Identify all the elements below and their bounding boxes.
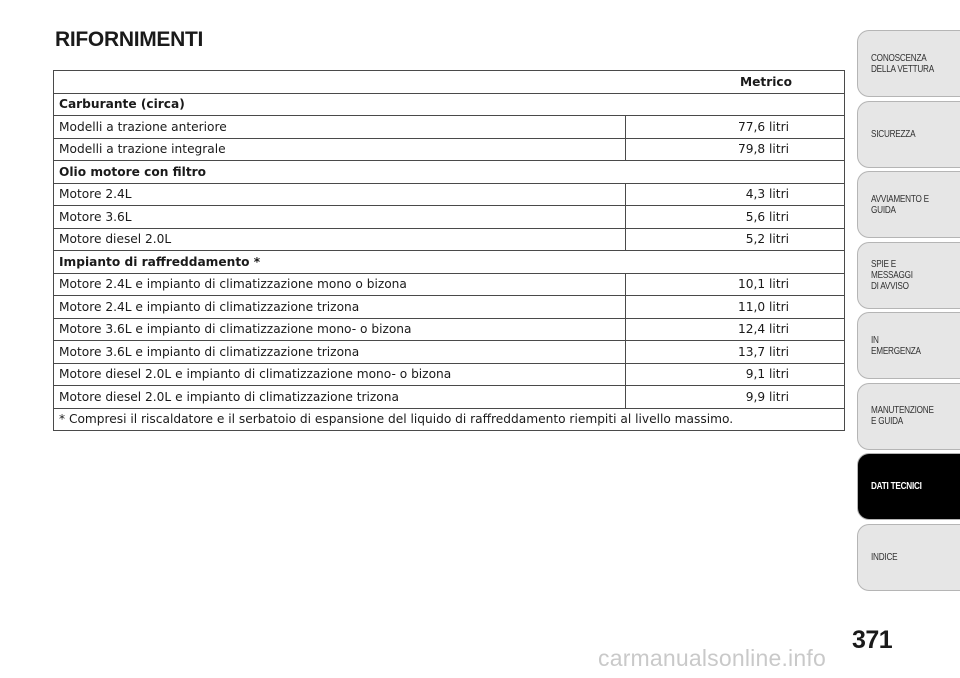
row-value: 5,2 litri — [626, 228, 845, 251]
row-label: Motore 2.4L e impianto di climatizzazione trizona — [54, 296, 626, 319]
row-value: 77,6 litri — [626, 116, 845, 139]
row-label: Motore 2.4L — [54, 183, 626, 206]
table-row — [54, 273, 845, 296]
footnote: * Compresi il riscaldatore e il serbatoio di espansione del liquido di raffreddamento riempiti al livello massimo. — [54, 408, 845, 431]
watermark: carmanualsonline.info — [598, 645, 826, 671]
table-row — [54, 318, 845, 341]
tab-in-emergenza[interactable] — [857, 312, 960, 379]
refill-capacities-table — [53, 70, 845, 431]
row-value: 9,9 litri — [626, 386, 845, 409]
tab-spie-e-messaggi[interactable] — [857, 242, 960, 309]
tab-sicurezza[interactable] — [857, 101, 960, 168]
row-value: 13,7 litri — [626, 341, 845, 364]
row-value: 79,8 litri — [626, 138, 845, 161]
table-row — [54, 183, 845, 206]
table-header-row — [54, 71, 845, 94]
table-row — [54, 341, 845, 364]
row-label: Motore diesel 2.0L — [54, 228, 626, 251]
table-row — [54, 138, 845, 161]
table-row — [54, 363, 845, 386]
table-row — [54, 116, 845, 139]
page-number: 371 — [852, 626, 893, 654]
table-row — [54, 206, 845, 229]
row-value: 12,4 litri — [626, 318, 845, 341]
section-title: Carburante (circa) — [54, 93, 845, 116]
row-label: Motore diesel 2.0L e impianto di climatizzazione mono- o bizona — [54, 363, 626, 386]
table-row — [54, 228, 845, 251]
chapter-tabs — [857, 30, 960, 594]
tab-avviamento-e-guida[interactable] — [857, 171, 960, 238]
row-value: 10,1 litri — [626, 273, 845, 296]
row-value: 9,1 litri — [626, 363, 845, 386]
section-row-cooling — [54, 251, 845, 274]
section-title: Impianto di raffreddamento * — [54, 251, 845, 274]
section-row-fuel — [54, 93, 845, 116]
table-row — [54, 386, 845, 409]
tab-label: INDICE — [871, 550, 898, 563]
section-row-engine-oil — [54, 161, 845, 184]
row-value: 5,6 litri — [626, 206, 845, 229]
tab-label: IN EMERGENZA — [871, 333, 921, 357]
row-label: Motore 3.6L e impianto di climatizzazione mono- o bizona — [54, 318, 626, 341]
tab-label: MANUTENZIONE E GUIDA — [871, 404, 934, 427]
tab-label: DATI TECNICI — [871, 480, 922, 492]
tab-manutenzione[interactable] — [857, 383, 960, 450]
row-label: Modelli a trazione integrale — [54, 138, 626, 161]
tab-label: AVVIAMENTO E GUIDA — [871, 192, 929, 216]
row-value: 4,3 litri — [626, 183, 845, 206]
row-label: Motore 2.4L e impianto di climatizzazione mono o bizona — [54, 273, 626, 296]
row-value: 11,0 litri — [626, 296, 845, 319]
section-title: Olio motore con filtro — [54, 161, 845, 184]
table-row — [54, 296, 845, 319]
tab-label: SICUREZZA — [871, 127, 916, 140]
row-label: Motore 3.6L — [54, 206, 626, 229]
tab-conoscenza-della-vettura[interactable] — [857, 30, 960, 97]
row-label: Modelli a trazione anteriore — [54, 116, 626, 139]
footnote-row — [54, 408, 845, 431]
tab-dati-tecnici[interactable] — [857, 453, 960, 520]
row-label: Motore 3.6L e impianto di climatizzazione trizona — [54, 341, 626, 364]
row-label: Motore diesel 2.0L e impianto di climatizzazione trizona — [54, 386, 626, 409]
tab-label: CONOSCENZA DELLA VETTURA — [871, 51, 934, 75]
tab-indice[interactable] — [857, 524, 960, 591]
tab-label: SPIE E MESSAGGI DI AVVISO — [871, 257, 913, 292]
page-title: RIFORNIMENTI — [55, 28, 204, 51]
header-metrico: Metrico — [54, 71, 845, 94]
